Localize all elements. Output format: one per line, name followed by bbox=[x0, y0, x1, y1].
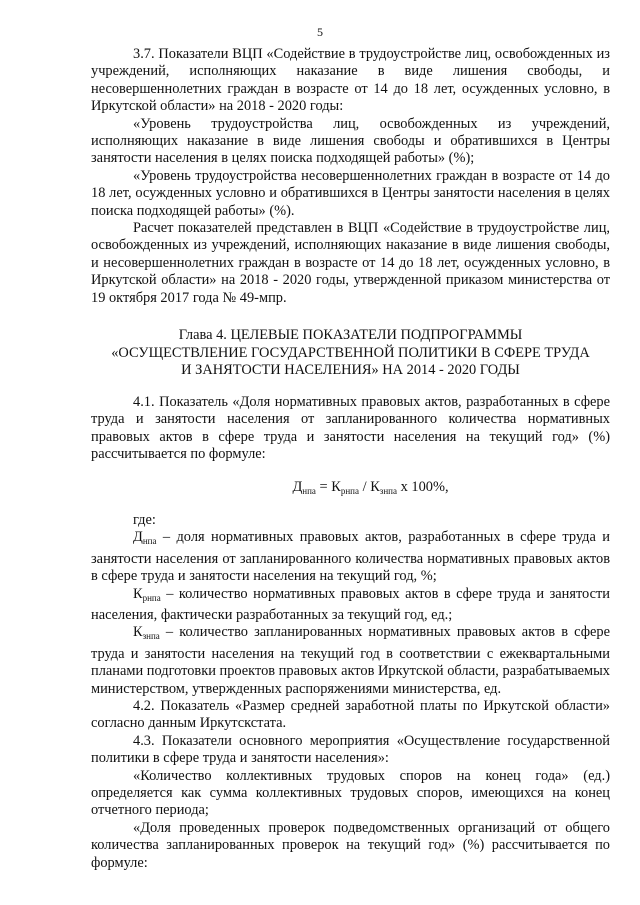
def-sub: знпа bbox=[142, 631, 160, 642]
paragraph-inspections: «Доля проведенных проверок подведомственных организаций от общего количества запланированных проверок на текущий год» (%) рассчитывается по формуле: bbox=[91, 819, 610, 871]
paragraph-indicator-1: «Уровень трудоустройства лиц, освобожденных из учреждений, исполняющих наказание в виде лишения свободы и обратившихся в Центры занятости населения в целях поиска подходящей работы» (%); bbox=[91, 115, 610, 167]
paragraph-labor-disputes: «Количество коллективных трудовых споров на конец года» (ед.) определяется как сумма коллективных трудовых споров, имеющихся на конец отчетного периода; bbox=[91, 767, 610, 819]
def-symbol: К bbox=[133, 624, 143, 641]
paragraph-4-3: 4.3. Показатели основного мероприятия «Осуществление государственной политики в сфере труда и занятости населения»: bbox=[91, 732, 610, 767]
chapter-heading-line-2: «ОСУЩЕСТВЛЕНИЕ ГОСУДАРСТВЕННОЙ ПОЛИТИКИ В СФЕРЕ ТРУДА bbox=[111, 344, 590, 361]
formula-dnpa bbox=[91, 479, 610, 500]
paragraph-3-7: 3.7. Показатели ВЦП «Содействие в трудоустройстве лиц, освобожденных из учреждений, исполняющих наказание в виде лишения свободы, и несовершеннолетних граждан в возрасте от 14 до 18 лет, осужденных условно, в Иркутской области» на 2018 - 2020 годы: bbox=[91, 46, 610, 115]
def-text: – доля нормативных правовых актов, разработанных в сфере труда и занятости населения от запланированного количества нормативных правовых актов в сфере труда и занятости населения на текущий год, %; bbox=[91, 529, 610, 585]
def-sub: рнпа bbox=[142, 592, 161, 603]
formula-sub-rnpa: рнпа bbox=[340, 485, 359, 496]
def-sub: нпа bbox=[142, 536, 157, 547]
formula-sub-znpa: знпа bbox=[379, 485, 397, 496]
where-label: где: bbox=[133, 511, 156, 528]
formula-divide: / bbox=[358, 478, 371, 495]
formula-equals: = bbox=[315, 478, 332, 495]
chapter-heading-line-3: И ЗАНЯТОСТИ НАСЕЛЕНИЯ» НА 2014 - 2020 ГОДЫ bbox=[181, 362, 520, 379]
def-symbol: К bbox=[133, 585, 143, 602]
definition-krnpa bbox=[91, 586, 610, 625]
definition-dnpa bbox=[91, 529, 610, 585]
formula-symbol-d: Д bbox=[292, 478, 303, 495]
paragraph-4-1: 4.1. Показатель «Доля нормативных правовых актов, разработанных в сфере труда и занятости населения от запланированного количества нормативных правовых актов в сфере труда и занятости населения на текущий год» (%) рассчитывается по формуле: bbox=[91, 393, 610, 463]
document-body bbox=[91, 46, 610, 872]
definition-kznpa bbox=[91, 624, 610, 698]
formula-symbol-kz: К bbox=[370, 478, 380, 495]
formula-sub-npa: нпа bbox=[302, 485, 316, 496]
paragraph-indicator-2: «Уровень трудоустройства несовершеннолетних граждан в возрасте от 14 до 18 лет, осужденных условно и обратившихся в Центры занятости населения в целях поиска подходящей работы» (%). bbox=[91, 167, 610, 219]
paragraph-4-2: 4.2. Показатель «Размер средней заработной платы по Иркутской области» согласно данным Иркутскстата. bbox=[91, 697, 610, 732]
def-symbol: Д bbox=[133, 529, 143, 546]
paragraph-calculation: Расчет показателей представлен в ВЦП «Содействие в трудоустройстве лиц, освобожденных из учреждений, исполняющих наказание в виде лишения свободы, и несовершеннолетних граждан в возрасте от 14 до 18 лет, осужденных условно, в Иркутской области» на 2018 - 2020 годы, утвержденной приказом министерства от 19 октября 2017 года № 49-мпр. bbox=[91, 220, 610, 306]
chapter-heading bbox=[91, 327, 610, 380]
page-number: 5 bbox=[317, 25, 323, 39]
formula-tail: х 100%, bbox=[396, 478, 449, 495]
def-text: – количество запланированных нормативных правовых актов в сфере труда и занятости населения на текущий год в соответствии с ежеквартальными планами подготовки проектов правовых актов Иркутской области, разрабатываемых министерством, утвержденных распоряжениями министерства, ед. bbox=[91, 624, 610, 697]
def-text: – количество нормативных правовых актов в сфере труда и занятости населения, фактически разработанных за текущий год, ед.; bbox=[91, 585, 610, 623]
formula-symbol-kr: К bbox=[331, 478, 341, 495]
chapter-heading-line-1: Глава 4. ЦЕЛЕВЫЕ ПОКАЗАТЕЛИ ПОДПРОГРАММЫ bbox=[178, 327, 523, 344]
